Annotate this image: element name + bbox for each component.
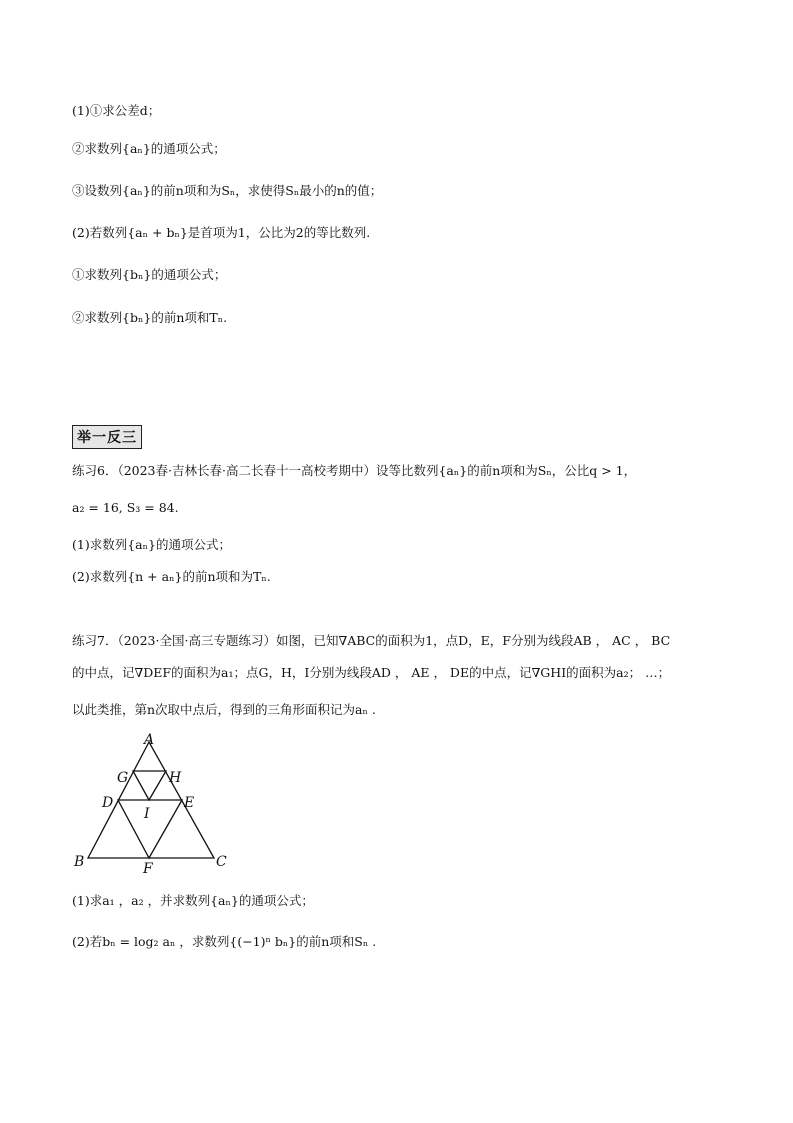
ex6-q2: (2)求数列{n + aₙ}的前n项和为Tₙ. <box>72 569 271 584</box>
label-d: D <box>102 795 114 811</box>
ex7-line1: 练习7．（2023·全国·高三专题练习）如图，已知∇ABC的面积为1，点D，E，F分别为线段AB ， AC ， BC <box>72 633 671 648</box>
label-e: E <box>184 795 195 811</box>
ex7-line3: 以此类推，第n次取中点后，得到的三角形面积记为aₙ . <box>72 702 376 717</box>
label-f: F <box>143 861 153 877</box>
ex7-line2: 的中点，记∇DEF的面积为a₁；点G，H，I分别为线段AD ， AE ， DE的中点，记∇GHI的面积为a₂； …； <box>72 665 671 680</box>
part1-q1-1: (1)①求公差d； <box>72 103 161 118</box>
section-badge: 举一反三 <box>72 425 142 449</box>
label-i: I <box>144 806 150 822</box>
part1-q1-3: ③设数列{aₙ}的前n项和为Sₙ，求使得Sₙ最小的n的值； <box>72 183 383 198</box>
ex6-q1: (1)求数列{aₙ}的通项公式； <box>72 537 231 552</box>
part1-q2-2: ②求数列{bₙ}的前n项和Tₙ. <box>72 310 228 325</box>
part1-q1-2: ②求数列{aₙ}的通项公式； <box>72 141 226 156</box>
triangle-def <box>118 800 182 858</box>
part1-q2-1: ①求数列{bₙ}的通项公式； <box>72 267 227 282</box>
ex6-line2: a₂ = 16, S₃ = 84. <box>72 500 179 515</box>
ex7-q1: (1)求a₁ ，a₂ ，并求数列{aₙ}的通项公式； <box>72 893 314 908</box>
triangle-figure <box>68 730 243 880</box>
label-b: B <box>74 854 85 870</box>
ex7-q2: (2)若bₙ = log₂ aₙ ，求数列{(−1)ⁿ bₙ}的前n项和Sₙ . <box>72 934 377 949</box>
label-h: H <box>169 770 182 786</box>
ex6-line1: 练习6．（2023春·吉林长春·高二长春十一高校考期中）设等比数列{aₙ}的前n项和为Sₙ，公比q > 1， <box>72 463 637 478</box>
triangle-ghi <box>133 771 166 800</box>
label-g: G <box>117 770 129 786</box>
part1-q2: (2)若数列{aₙ + bₙ}是首项为1，公比为2的等比数列. <box>72 225 371 240</box>
label-a: A <box>144 732 155 748</box>
label-c: C <box>216 854 227 870</box>
